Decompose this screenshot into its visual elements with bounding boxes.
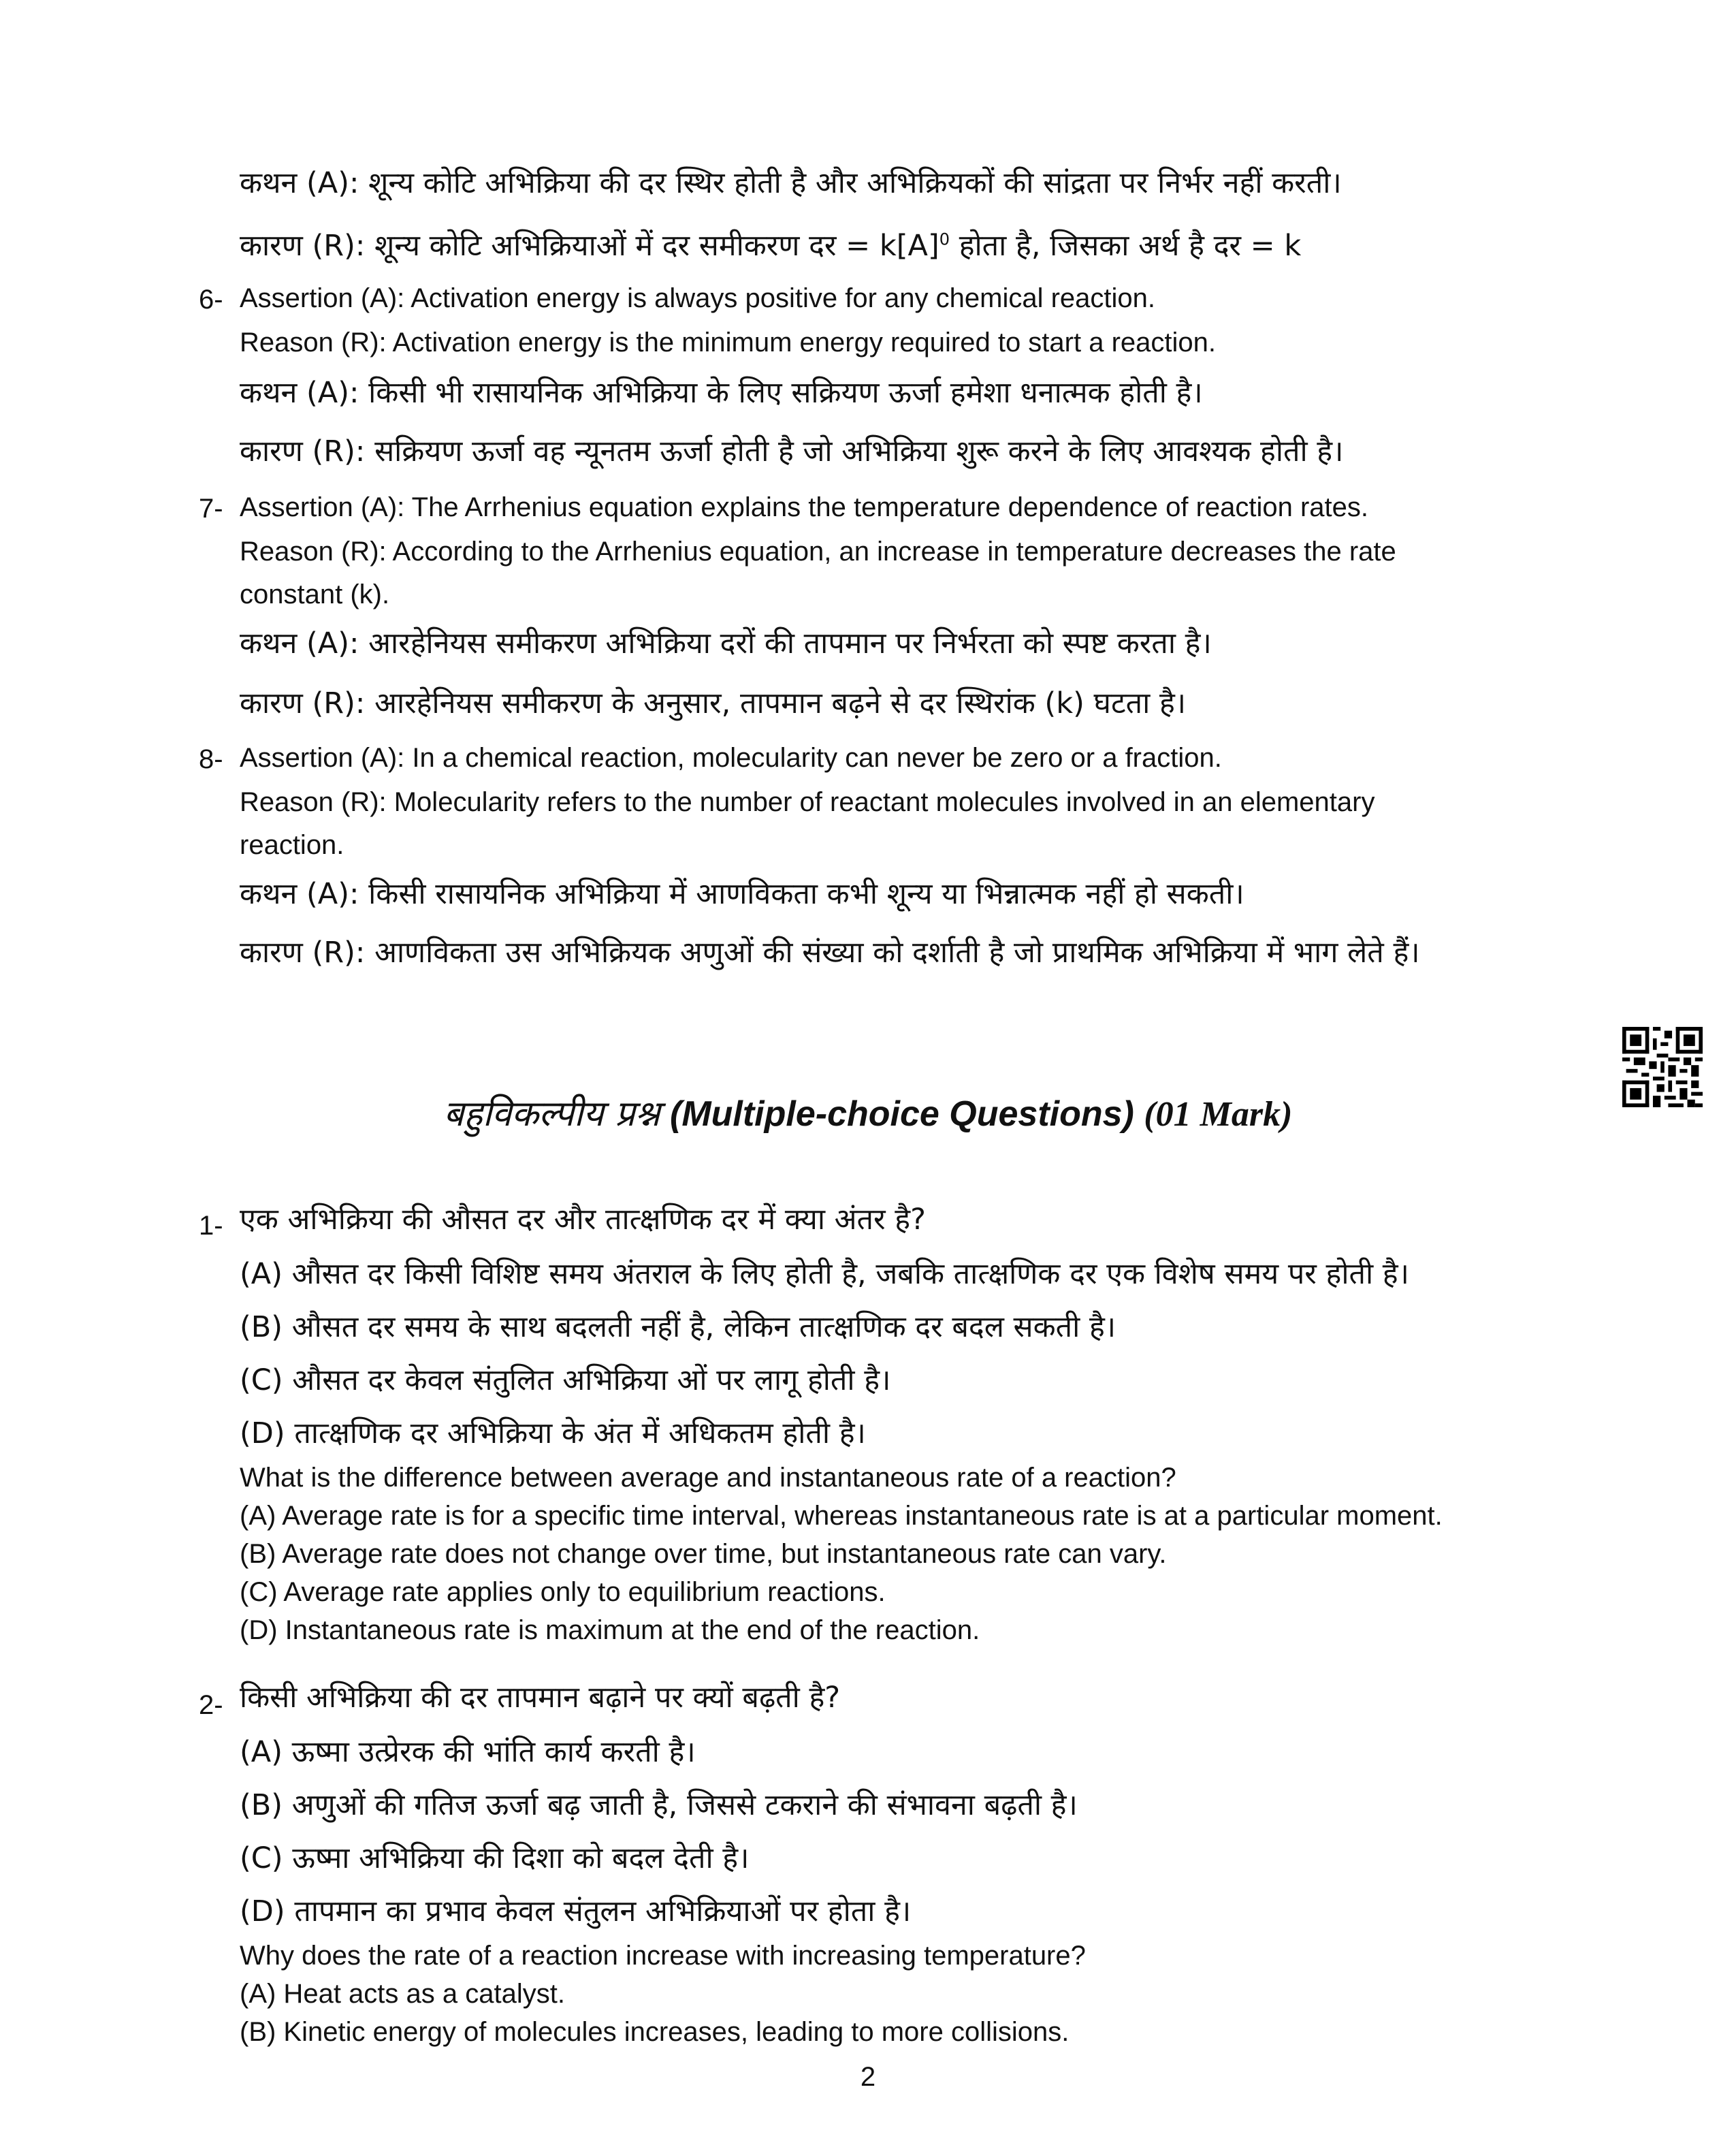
item-8-hindi-assertion: कथन (A): किसी रासायनिक अभिक्रिया में आणविकता कभी शून्य या भिन्नात्मक नहीं हो सकती। (240, 877, 1244, 911)
item-7-hindi-assertion: कथन (A): आरहेनियस समीकरण अभिक्रिया दरों की तापमान पर निर्भरता को स्पष्ट करता है। (240, 626, 1212, 661)
item-6-reason: Reason (R): Activation energy is the minimum energy required to start a reaction. (240, 328, 1216, 358)
item-8-number: 8- (199, 744, 223, 774)
item-8-reason-line2: reaction. (240, 830, 344, 860)
mcq-1-hindi-question: एक अभिक्रिया की औसत दर और तात्क्षणिक दर में क्या अंतर है? (240, 1203, 926, 1237)
item-8-reason-line1: Reason (R): Molecularity refers to the number of reactant molecules involved in an elementary (240, 787, 1375, 817)
item-6-assertion: Assertion (A): Activation energy is always positive for any chemical reaction. (240, 283, 1156, 313)
item-6-hindi-reason: कारण (R): सक्रियण ऊर्जा वह न्यूनतम ऊर्जा होती है जो अभिक्रिया शुरू करने के लिए आवश्यक होती है। (240, 434, 1344, 468)
section-heading: बहुविकल्पीय प्रश्न (Multiple-choice Questions) (01 Mark) (443, 1094, 1293, 1134)
mcq-1-english-option-d: (D) Instantaneous rate is maximum at the end of the reaction. (240, 1615, 980, 1645)
mcq-2-english-option-a: (A) Heat acts as a catalyst. (240, 1979, 565, 2009)
mcq-2-hindi-option-c: (C) ऊष्मा अभिक्रिया की दिशा को बदल देती है। (240, 1841, 750, 1875)
mcq-1-english-question: What is the difference between average and instantaneous rate of a reaction? (240, 1463, 1176, 1493)
mcq-1-english-option-b: (B) Average rate does not change over time, but instantaneous rate can vary. (240, 1539, 1167, 1569)
mcq-2-number: 2- (199, 1690, 223, 1720)
item-7-reason-line1: Reason (R): According to the Arrhenius equation, an increase in temperature decreases the rate (240, 537, 1396, 567)
mcq-2-hindi-option-d: (D) तापमान का प्रभाव केवल संतुलन अभिक्रियाओं पर होता है। (240, 1894, 912, 1928)
mcq-1-number: 1- (199, 1211, 223, 1241)
mcq-2-english-question: Why does the rate of a reaction increase with increasing temperature? (240, 1941, 1086, 1971)
page-number: 2 (860, 2062, 876, 2092)
item-7-hindi-reason: कारण (R): आरहेनियस समीकरण के अनुसार, तापमान बढ़ने से दर स्थिरांक (k) घटता है। (240, 686, 1187, 720)
mcq-1-english-option-c: (C) Average rate applies only to equilibrium reactions. (240, 1577, 886, 1607)
item-7-assertion: Assertion (A): The Arrhenius equation explains the temperature dependence of reaction rates. (240, 492, 1369, 522)
mcq-2-hindi-option-a: (A) ऊष्मा उत्प्रेरक की भांति कार्य करती है। (240, 1735, 696, 1769)
mcq-2-hindi-question: किसी अभिक्रिया की दर तापमान बढ़ाने पर क्यों बढ़ती है? (240, 1681, 841, 1715)
item-7-number: 7- (199, 494, 223, 524)
item-8-hindi-reason: कारण (R): आणविकता उस अभिक्रियक अणुओं की संख्या को दर्शाती है जो प्राथमिक अभिक्रिया में भाग लेते हैं। (240, 936, 1420, 970)
mcq-1-hindi-option-c: (C) औसत दर केवल संतुलित अभिक्रिया ओं पर लागू होती है। (240, 1363, 891, 1397)
item-6-hindi-assertion: कथन (A): किसी भी रासायनिक अभिक्रिया के लिए सक्रियण ऊर्जा हमेशा धनात्मक होती है। (240, 376, 1203, 410)
mcq-2-english-option-b: (B) Kinetic energy of molecules increases, leading to more collisions. (240, 2017, 1070, 2047)
mcq-2-hindi-option-b: (B) अणुओं की गतिज ऊर्जा बढ़ जाती है, जिससे टकराने की संभावना बढ़ती है। (240, 1788, 1078, 1822)
item5-hindi-assertion: कथन (A): शून्य कोटि अभिक्रिया की दर स्थिर होती है और अभिक्रियकों की सांद्रता पर निर्भर नहीं करती। (240, 166, 1342, 200)
item-6-number: 6- (199, 285, 223, 315)
item-8-assertion: Assertion (A): In a chemical reaction, molecularity can never be zero or a fraction. (240, 743, 1222, 773)
item5-hindi-reason: कारण (R): शून्य कोटि अभिक्रियाओं में दर समीकरण दर = $k[A]^0$ होता है, जिसका अर्थ है दर = k (240, 229, 1302, 263)
mcq-1-hindi-option-d: (D) तात्क्षणिक दर अभिक्रिया के अंत में अधिकतम होती है। (240, 1416, 866, 1450)
mcq-1-hindi-option-a: (A) औसत दर किसी विशिष्ट समय अंतराल के लिए होती है, जबकि तात्क्षणिक दर एक विशेष समय पर होती है। (240, 1257, 1409, 1291)
item-7-reason-line2: constant (k). (240, 579, 390, 609)
mcq-1-hindi-option-b: (B) औसत दर समय के साथ बदलती नहीं है, लेकिन तात्क्षणिक दर बदल सकती है। (240, 1310, 1116, 1344)
mcq-1-english-option-a: (A) Average rate is for a specific time interval, whereas instantaneous rate is at a particular moment. (240, 1501, 1443, 1531)
